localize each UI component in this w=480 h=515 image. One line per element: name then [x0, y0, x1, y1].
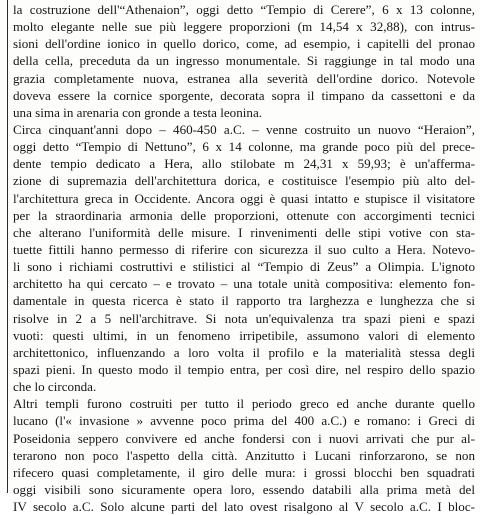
body-text: [13, 1, 475, 515]
text-line: oggi visibili sono sicuramente opera loro, essendo databili alla prima metà del: [13, 481, 475, 497]
text-line: della cella, preceduta da un ingresso monumentale. Si raggiunge in tal modo una: [13, 53, 475, 69]
text-line: che lo circonda.: [13, 379, 97, 395]
text-line: architettonico, influenzando a loro volta il profilo e la materialità stessa degli: [13, 344, 475, 360]
text-line: rifecero quasi completamente, il giro delle mura: i grossi blocchi ben squadrati: [13, 464, 475, 480]
text-line: sioni dell'ordine ionico in quello dorico, come, ad esempio, i capitelli del pronao: [13, 36, 475, 52]
text-line: risolve in 2 a 5 nell'architrave. Si nota un'equivalenza tra spazi pieni e spazi: [13, 310, 475, 326]
text-line: Circa cinquant'anni dopo – 460-450 a.C. – venne costruito un nuovo “Heraion”,: [13, 121, 475, 137]
text-line: grazia completamente nuova, estranea alla severità dell'ordine dorico. Notevole: [13, 70, 475, 86]
text-line: doveva essere la cornice sporgente, decorata sopra il timpano da cassettoni e da: [13, 87, 475, 103]
text-line: una sima in arenaria con gronde a testa leonina.: [13, 104, 263, 120]
text-line: zione di supremazia dell'architettura dorica, e costituisce l'esempio più alto del-: [13, 173, 475, 189]
text-line: Poseidonia seppero convivere ed anche fondersi con i nuovi arrivati che pur al-: [13, 430, 475, 446]
text-line: per la straordinaria armonia delle proporzioni, ottenute con accorgimenti tecnici: [13, 207, 475, 223]
text-line: damentale in questa ricerca è stato il rapporto tra larghezza e lunghezza che si: [13, 293, 475, 309]
text-line: la costruzione dell'“Athenaion”, oggi detto “Tempio di Cerere”, 6 x 13 colonne,: [13, 2, 475, 17]
text-line: l'architettura greca in Occidente. Ancora oggi è quasi intatto e stupisce il visitatore: [13, 190, 475, 206]
text-line: terarono non poco l'aspetto della città. Anzitutto i Lucani rinforzarono, se non: [13, 447, 475, 463]
text-line: vuoti: questi ultimi, in un fenomeno irripetibile, assumono valori di elemento: [13, 327, 475, 343]
text-line: che alterano l'uniformità delle misure. I rinvenimenti delle stipi votive con sta-: [13, 224, 475, 240]
text-line: dente tempio dedicato a Hera, allo stilobate m 24,31 x 59,93; è un'afferma-: [13, 156, 475, 172]
text-line: IV secolo a.C. Solo alcune parti del lato ovest risalgono al V secolo a.C. I bloc-: [13, 499, 475, 515]
text-line: li sono i richiami costruttivi e stilistici al “Tempio di Zeus” a Olimpia. L'ignoto: [13, 259, 475, 275]
left-margin-rule: [7, 0, 8, 493]
text-line: molto elegante nelle sue più leggere proporzioni (m 14,54 x 32,88), con intrus-: [13, 19, 475, 35]
text-line: Altri templi furono costruiti per tutto il periodo greco ed anche durante quello: [13, 396, 475, 412]
text-line: architetto ha qui cercato – e trovato – una totale unità compositiva: elemento fon-: [13, 276, 475, 292]
text-line: spazi pieni. In questo modo il tempio entra, per così dire, nel respiro dello spazio: [13, 361, 475, 377]
text-line: tuette fittili hanno permesso di riferire con sicurezza il suo culto a Hera. Notevo-: [13, 241, 475, 257]
text-line: oggi detto “Tempio di Nettuno”, 6 x 14 colonne, ma grande poco più del prece-: [13, 139, 475, 155]
text-line: lucano (l'« invasione » avvenne poco prima del 400 a.C.) e romano: i Greci di: [13, 413, 475, 429]
